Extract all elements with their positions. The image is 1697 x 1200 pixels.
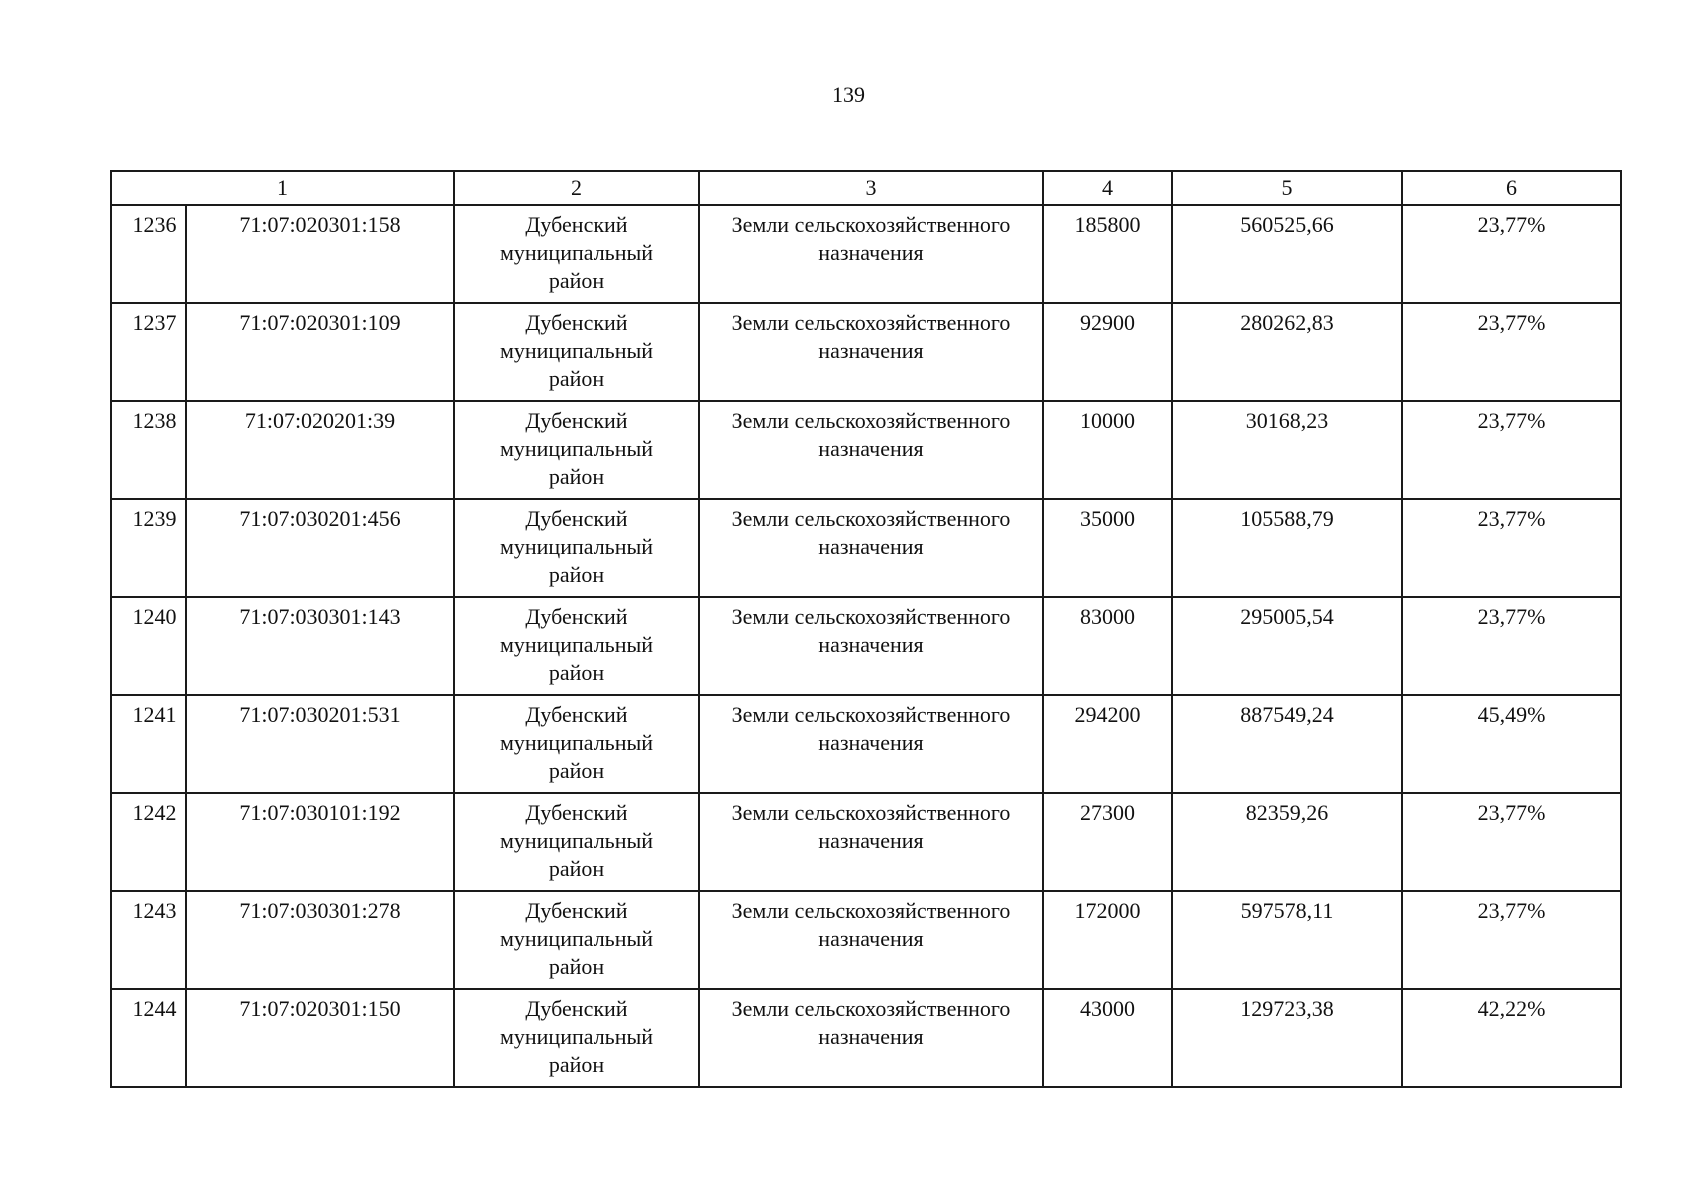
table-row xyxy=(111,401,1621,499)
district-line-1: Дубенский xyxy=(525,800,628,825)
district-line-3: район xyxy=(548,464,605,489)
district-cell xyxy=(454,989,699,1087)
cadastral-value-cell: 295005,54 xyxy=(1172,597,1402,695)
category-line-2: назначения xyxy=(818,632,924,657)
district-line-1: Дубенский xyxy=(525,408,628,433)
cadastral-value-cell: 280262,83 xyxy=(1172,303,1402,401)
table-header-row xyxy=(111,171,1621,205)
cadastral-value-cell: 129723,38 xyxy=(1172,989,1402,1087)
district-line-2: муниципальный xyxy=(499,828,654,853)
district-line-3: район xyxy=(548,954,605,979)
category-line-1: Земли сельскохозяйственного xyxy=(731,408,1011,433)
cadastral-value-cell: 597578,11 xyxy=(1172,891,1402,989)
district-line-2: муниципальный xyxy=(499,730,654,755)
category-line-2: назначения xyxy=(818,436,924,461)
district-line-3: район xyxy=(548,660,605,685)
column-header-2: 2 xyxy=(454,171,699,205)
land-category-cell xyxy=(699,303,1043,401)
land-category-cell xyxy=(699,597,1043,695)
cadastral-number-cell: 71:07:020301:150 xyxy=(186,989,454,1087)
district-line-2: муниципальный xyxy=(499,926,654,951)
table-row xyxy=(111,205,1621,303)
category-line-2: назначения xyxy=(818,338,924,363)
district-cell xyxy=(454,205,699,303)
district-cell xyxy=(454,597,699,695)
row-number-cell: 1236 xyxy=(111,205,186,303)
percent-cell: 23,77% xyxy=(1402,401,1621,499)
percent-cell: 42,22% xyxy=(1402,989,1621,1087)
area-cell: 43000 xyxy=(1043,989,1172,1087)
land-category-cell xyxy=(699,401,1043,499)
row-number-cell: 1241 xyxy=(111,695,186,793)
category-line-2: назначения xyxy=(818,240,924,265)
district-line-2: муниципальный xyxy=(499,632,654,657)
percent-cell: 23,77% xyxy=(1402,499,1621,597)
cadastral-value-cell: 560525,66 xyxy=(1172,205,1402,303)
cadastral-number-cell: 71:07:020301:158 xyxy=(186,205,454,303)
district-line-2: муниципальный xyxy=(499,1024,654,1049)
cadastral-value-cell: 105588,79 xyxy=(1172,499,1402,597)
cadastral-value-cell: 30168,23 xyxy=(1172,401,1402,499)
area-cell: 35000 xyxy=(1043,499,1172,597)
cadastral-value-cell: 82359,26 xyxy=(1172,793,1402,891)
category-line-2: назначения xyxy=(818,730,924,755)
row-number-cell: 1240 xyxy=(111,597,186,695)
cadastral-number-cell: 71:07:030201:456 xyxy=(186,499,454,597)
percent-cell: 45,49% xyxy=(1402,695,1621,793)
table-row xyxy=(111,303,1621,401)
cadastral-value-cell: 887549,24 xyxy=(1172,695,1402,793)
table-row xyxy=(111,793,1621,891)
category-line-1: Земли сельскохозяйственного xyxy=(731,996,1011,1021)
category-line-1: Земли сельскохозяйственного xyxy=(731,604,1011,629)
area-cell: 83000 xyxy=(1043,597,1172,695)
category-line-2: назначения xyxy=(818,828,924,853)
district-cell xyxy=(454,303,699,401)
category-line-1: Земли сельскохозяйственного xyxy=(731,702,1011,727)
district-line-1: Дубенский xyxy=(525,506,628,531)
area-cell: 27300 xyxy=(1043,793,1172,891)
district-line-3: район xyxy=(548,268,605,293)
district-line-2: муниципальный xyxy=(499,240,654,265)
area-cell: 10000 xyxy=(1043,401,1172,499)
district-cell xyxy=(454,891,699,989)
land-plots-table xyxy=(110,170,1622,1088)
percent-cell: 23,77% xyxy=(1402,303,1621,401)
district-line-3: район xyxy=(548,562,605,587)
table-row xyxy=(111,891,1621,989)
land-category-cell xyxy=(699,793,1043,891)
table-row xyxy=(111,597,1621,695)
district-line-1: Дубенский xyxy=(525,604,628,629)
cadastral-number-cell: 71:07:030101:192 xyxy=(186,793,454,891)
percent-cell: 23,77% xyxy=(1402,793,1621,891)
cadastral-number-cell: 71:07:020201:39 xyxy=(186,401,454,499)
district-cell xyxy=(454,793,699,891)
category-line-2: назначения xyxy=(818,926,924,951)
row-number-cell: 1244 xyxy=(111,989,186,1087)
category-line-1: Земли сельскохозяйственного xyxy=(731,898,1011,923)
district-line-1: Дубенский xyxy=(525,702,628,727)
category-line-1: Земли сельскохозяйственного xyxy=(731,310,1011,335)
area-cell: 172000 xyxy=(1043,891,1172,989)
cadastral-number-cell: 71:07:030301:278 xyxy=(186,891,454,989)
column-header-4: 4 xyxy=(1043,171,1172,205)
percent-cell: 23,77% xyxy=(1402,205,1621,303)
column-header-1: 1 xyxy=(111,171,454,205)
cadastral-number-cell: 71:07:030301:143 xyxy=(186,597,454,695)
column-header-3: 3 xyxy=(699,171,1043,205)
row-number-cell: 1242 xyxy=(111,793,186,891)
land-category-cell xyxy=(699,891,1043,989)
cadastral-number-cell: 71:07:030201:531 xyxy=(186,695,454,793)
district-line-2: муниципальный xyxy=(499,436,654,461)
row-number-cell: 1239 xyxy=(111,499,186,597)
district-cell xyxy=(454,695,699,793)
district-line-3: район xyxy=(548,366,605,391)
district-line-1: Дубенский xyxy=(525,310,628,335)
district-line-1: Дубенский xyxy=(525,898,628,923)
table-row xyxy=(111,989,1621,1087)
district-line-3: район xyxy=(548,856,605,881)
district-cell xyxy=(454,499,699,597)
district-line-1: Дубенский xyxy=(525,996,628,1021)
category-line-1: Земли сельскохозяйственного xyxy=(731,506,1011,531)
land-category-cell xyxy=(699,205,1043,303)
land-category-cell xyxy=(699,989,1043,1087)
column-header-6: 6 xyxy=(1402,171,1621,205)
cadastral-number-cell: 71:07:020301:109 xyxy=(186,303,454,401)
area-cell: 92900 xyxy=(1043,303,1172,401)
percent-cell: 23,77% xyxy=(1402,891,1621,989)
percent-cell: 23,77% xyxy=(1402,597,1621,695)
district-line-3: район xyxy=(548,758,605,783)
row-number-cell: 1237 xyxy=(111,303,186,401)
table-row xyxy=(111,499,1621,597)
row-number-cell: 1243 xyxy=(111,891,186,989)
district-cell xyxy=(454,401,699,499)
column-header-5: 5 xyxy=(1172,171,1402,205)
land-category-cell xyxy=(699,695,1043,793)
area-cell: 185800 xyxy=(1043,205,1172,303)
row-number-cell: 1238 xyxy=(111,401,186,499)
area-cell: 294200 xyxy=(1043,695,1172,793)
table-row xyxy=(111,695,1621,793)
district-line-3: район xyxy=(548,1052,605,1077)
district-line-2: муниципальный xyxy=(499,338,654,363)
category-line-1: Земли сельскохозяйственного xyxy=(731,212,1011,237)
category-line-1: Земли сельскохозяйственного xyxy=(731,800,1011,825)
category-line-2: назначения xyxy=(818,1024,924,1049)
district-line-2: муниципальный xyxy=(499,534,654,559)
district-line-1: Дубенский xyxy=(525,212,628,237)
page-number: 139 xyxy=(832,82,865,107)
category-line-2: назначения xyxy=(818,534,924,559)
land-category-cell xyxy=(699,499,1043,597)
table-body xyxy=(111,205,1621,1087)
